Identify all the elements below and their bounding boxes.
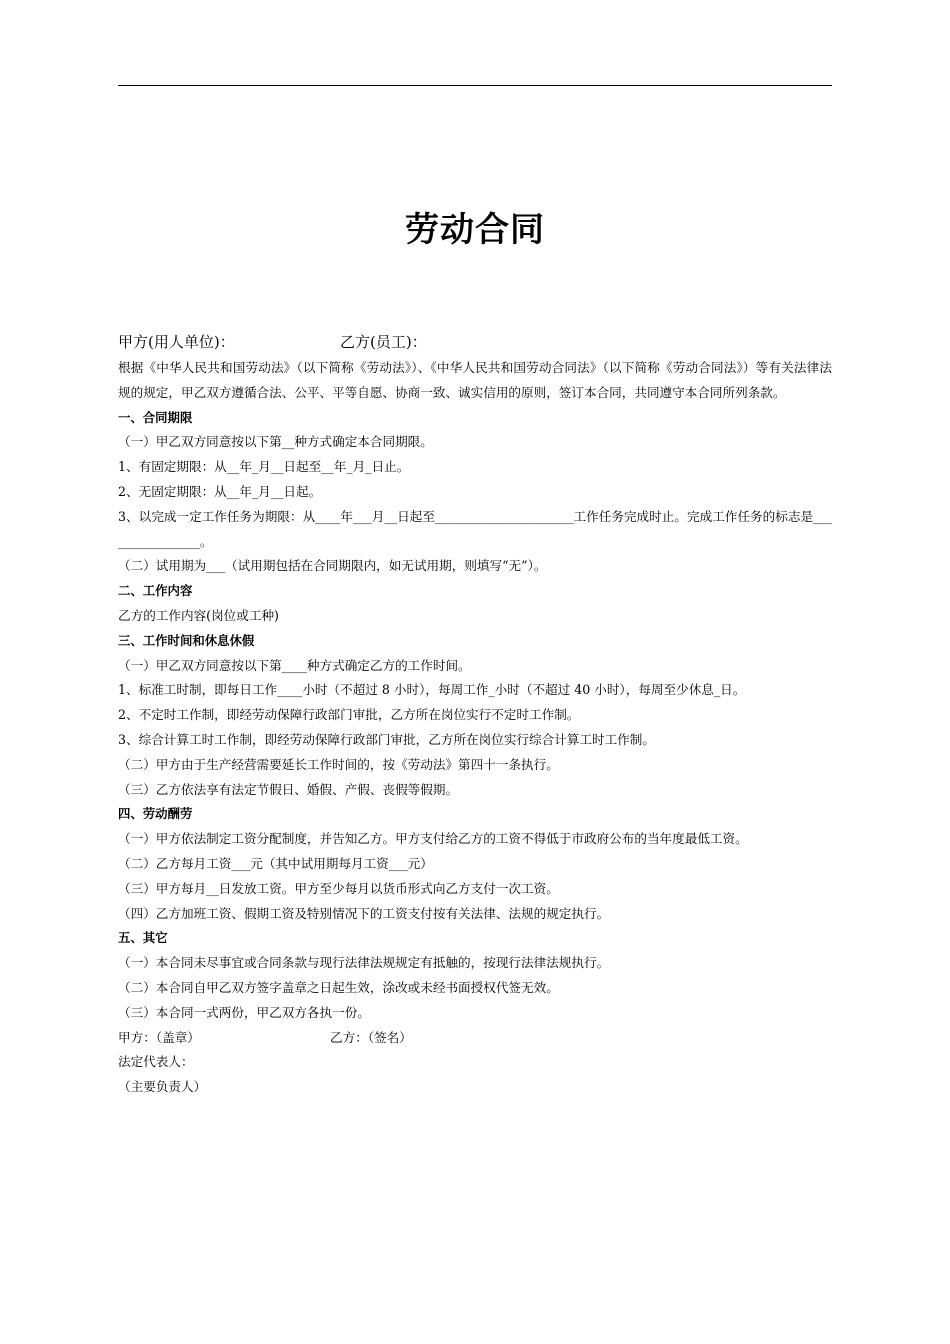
clause-line: （四）乙方加班工资、假期工资及特别情况下的工资支付按有关法律、法规的规定执行。 <box>118 905 610 921</box>
section-heading: 五、其它 <box>118 930 168 946</box>
clause-line: 3、综合计算工时工作制，即经劳动保障行政部门审批，乙方所在岗位实行综合计算工时工作制。 <box>118 731 655 747</box>
clause-line: 1、标准工时制，即每日工作____小时（不超过 8 小时），每周工作_小时（不超过 40 小时），每周至少休息_日。 <box>118 682 746 698</box>
party-b-label: 乙方(员工)： <box>340 333 427 351</box>
clause-line: （二）乙方每月工资___元（其中试用期每月工资___元） <box>118 855 433 871</box>
legal-representative-label: 法定代表人： <box>118 1054 194 1070</box>
clause-line: 乙方的工作内容(岗位或工种) <box>118 607 279 623</box>
clause-line: （三）本合同一式两份，甲乙双方各执一份。 <box>118 1004 370 1020</box>
section-heading: 四、劳动酬劳 <box>118 806 193 822</box>
clause-line: 2、不定时工作制，即经劳动保障行政部门审批，乙方所在岗位实行不定时工作制。 <box>118 707 580 723</box>
clause-line: （三）甲方每月__日发放工资。甲方至少每月以货币形式向乙方支付一次工资。 <box>118 880 559 896</box>
clause-line: （二）本合同自甲乙双方签字盖章之日起生效，涂改或未经书面授权代签无效。 <box>118 979 559 995</box>
principal-label: （主要负责人） <box>118 1079 207 1095</box>
clause-line: 2、无固定期限：从__年_月__日起。 <box>118 483 322 499</box>
contract-body <box>118 356 832 1100</box>
party-a-seal-label: 甲方：（盖章） <box>118 1029 200 1045</box>
clause-line: （三）乙方依法享有法定节假日、婚假、产假、丧假等假期。 <box>118 781 459 797</box>
document-page <box>118 0 832 1344</box>
party-a-label: 甲方(用人单位)： <box>118 333 235 351</box>
clause-line: 3、以完成一定工作任务为期限：从____年___月__日起至______________________工作任务完成时止。完成工作任务的标志是________________。 <box>118 508 832 549</box>
header-rule <box>118 85 832 86</box>
clause-line: （一）甲乙双方同意按以下第__种方式确定本合同期限。 <box>118 434 433 450</box>
clause-line: （一）本合同未尽事宜或合同条款与现行法律法规规定有抵触的，按现行法律法规执行。 <box>118 955 610 971</box>
parties-line <box>118 331 832 353</box>
clause-line: （二）试用期为___（试用期包括在合同期限内，如无试用期，则填写“无”）。 <box>118 558 547 574</box>
section-heading: 二、工作内容 <box>118 583 193 599</box>
section-heading: 一、合同期限 <box>118 409 193 425</box>
clause-line: 1、有固定期限：从__年_月__日起至__年_月_日止。 <box>118 459 410 475</box>
section-heading: 三、工作时间和休息休假 <box>118 632 255 648</box>
clause-line: （二）甲方由于生产经营需要延长工作时间的，按《劳动法》第四十一条执行。 <box>118 756 559 772</box>
preamble-paragraph: 根据《中华人民共和国劳动法》（以下简称《劳动法》）、《中华人民共和国劳动合同法》（以下简称《劳动合同法》）等有关法律法规的规定，甲乙双方遵循合法、公平、平等自愿、协商一致、诚实信用的原则，签订本合同，共同遵守本合同所列条款。 <box>118 360 832 400</box>
document-title: 劳动合同 <box>405 210 545 250</box>
signature-row <box>118 1026 832 1051</box>
clause-line: （一）甲乙双方同意按以下第____种方式确定乙方的工作时间。 <box>118 657 471 673</box>
clause-line: （一）甲方依法制定工资分配制度，并告知乙方。甲方支付给乙方的工资不得低于市政府公布的当年度最低工资。 <box>118 831 748 847</box>
party-b-signature-label: 乙方：（签名） <box>330 1029 412 1045</box>
